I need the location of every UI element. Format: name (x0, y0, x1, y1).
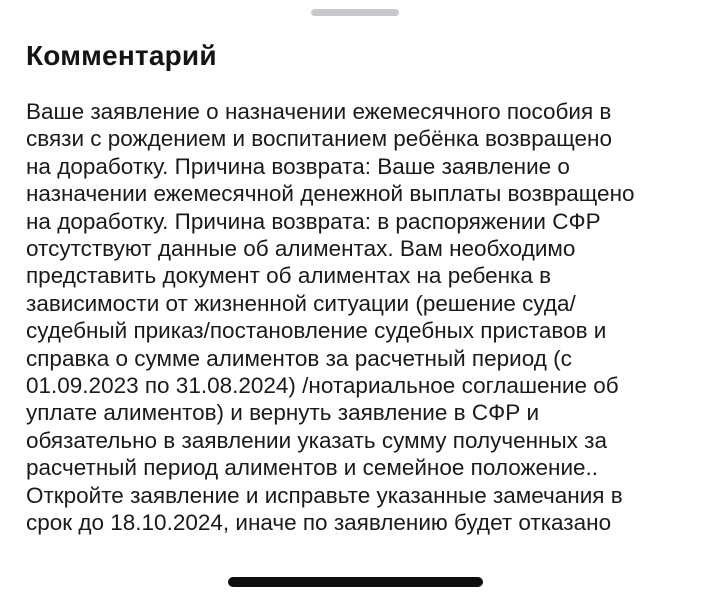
comment-line: отсутствуют данные об алиментах. Вам необходимо (26, 236, 576, 262)
comment-line: судебный приказ/постановление судебных приставов и (26, 318, 607, 344)
comment-line: на доработку. Причина возврата: в распоряжении СФР (26, 208, 601, 234)
comment-line: Откройте заявление и исправьте указанные замечания в (26, 482, 623, 508)
home-indicator-bar[interactable] (228, 577, 483, 587)
comment-line: представить документ об алиментах на ребенка в (26, 263, 552, 289)
comment-line: расчетный период алиментов и семейное положение.. (26, 455, 599, 481)
sheet-grabber-handle[interactable] (311, 9, 399, 16)
comment-line: зависимости от жизненной ситуации (решение суда/ (26, 290, 576, 316)
comment-line: Ваше заявление о назначении ежемесячного пособия в (26, 99, 612, 124)
comment-line: назначении ежемесячной денежной выплаты возвращено (26, 181, 635, 207)
sheet-title: Комментарий (26, 40, 217, 71)
comment-line: уплате алиментов) и вернуть заявление в СФР и (26, 400, 540, 426)
comment-line: справка о сумме алиментов за расчетный период (с (26, 345, 572, 371)
comment-line: срок до 18.10.2024, иначе по заявлению будет отказано (26, 510, 612, 536)
comment-line: связи с рождением и воспитанием ребёнка возвращено (26, 126, 612, 152)
comment-line: на доработку. Причина возврата: Ваше заявление о (26, 153, 570, 179)
comment-text (26, 98, 706, 537)
comment-line: обязательно в заявлении указать сумму полученных за (26, 427, 607, 453)
comment-line: 01.09.2023 по 31.08.2024) /нотариальное соглашение об (26, 373, 619, 399)
